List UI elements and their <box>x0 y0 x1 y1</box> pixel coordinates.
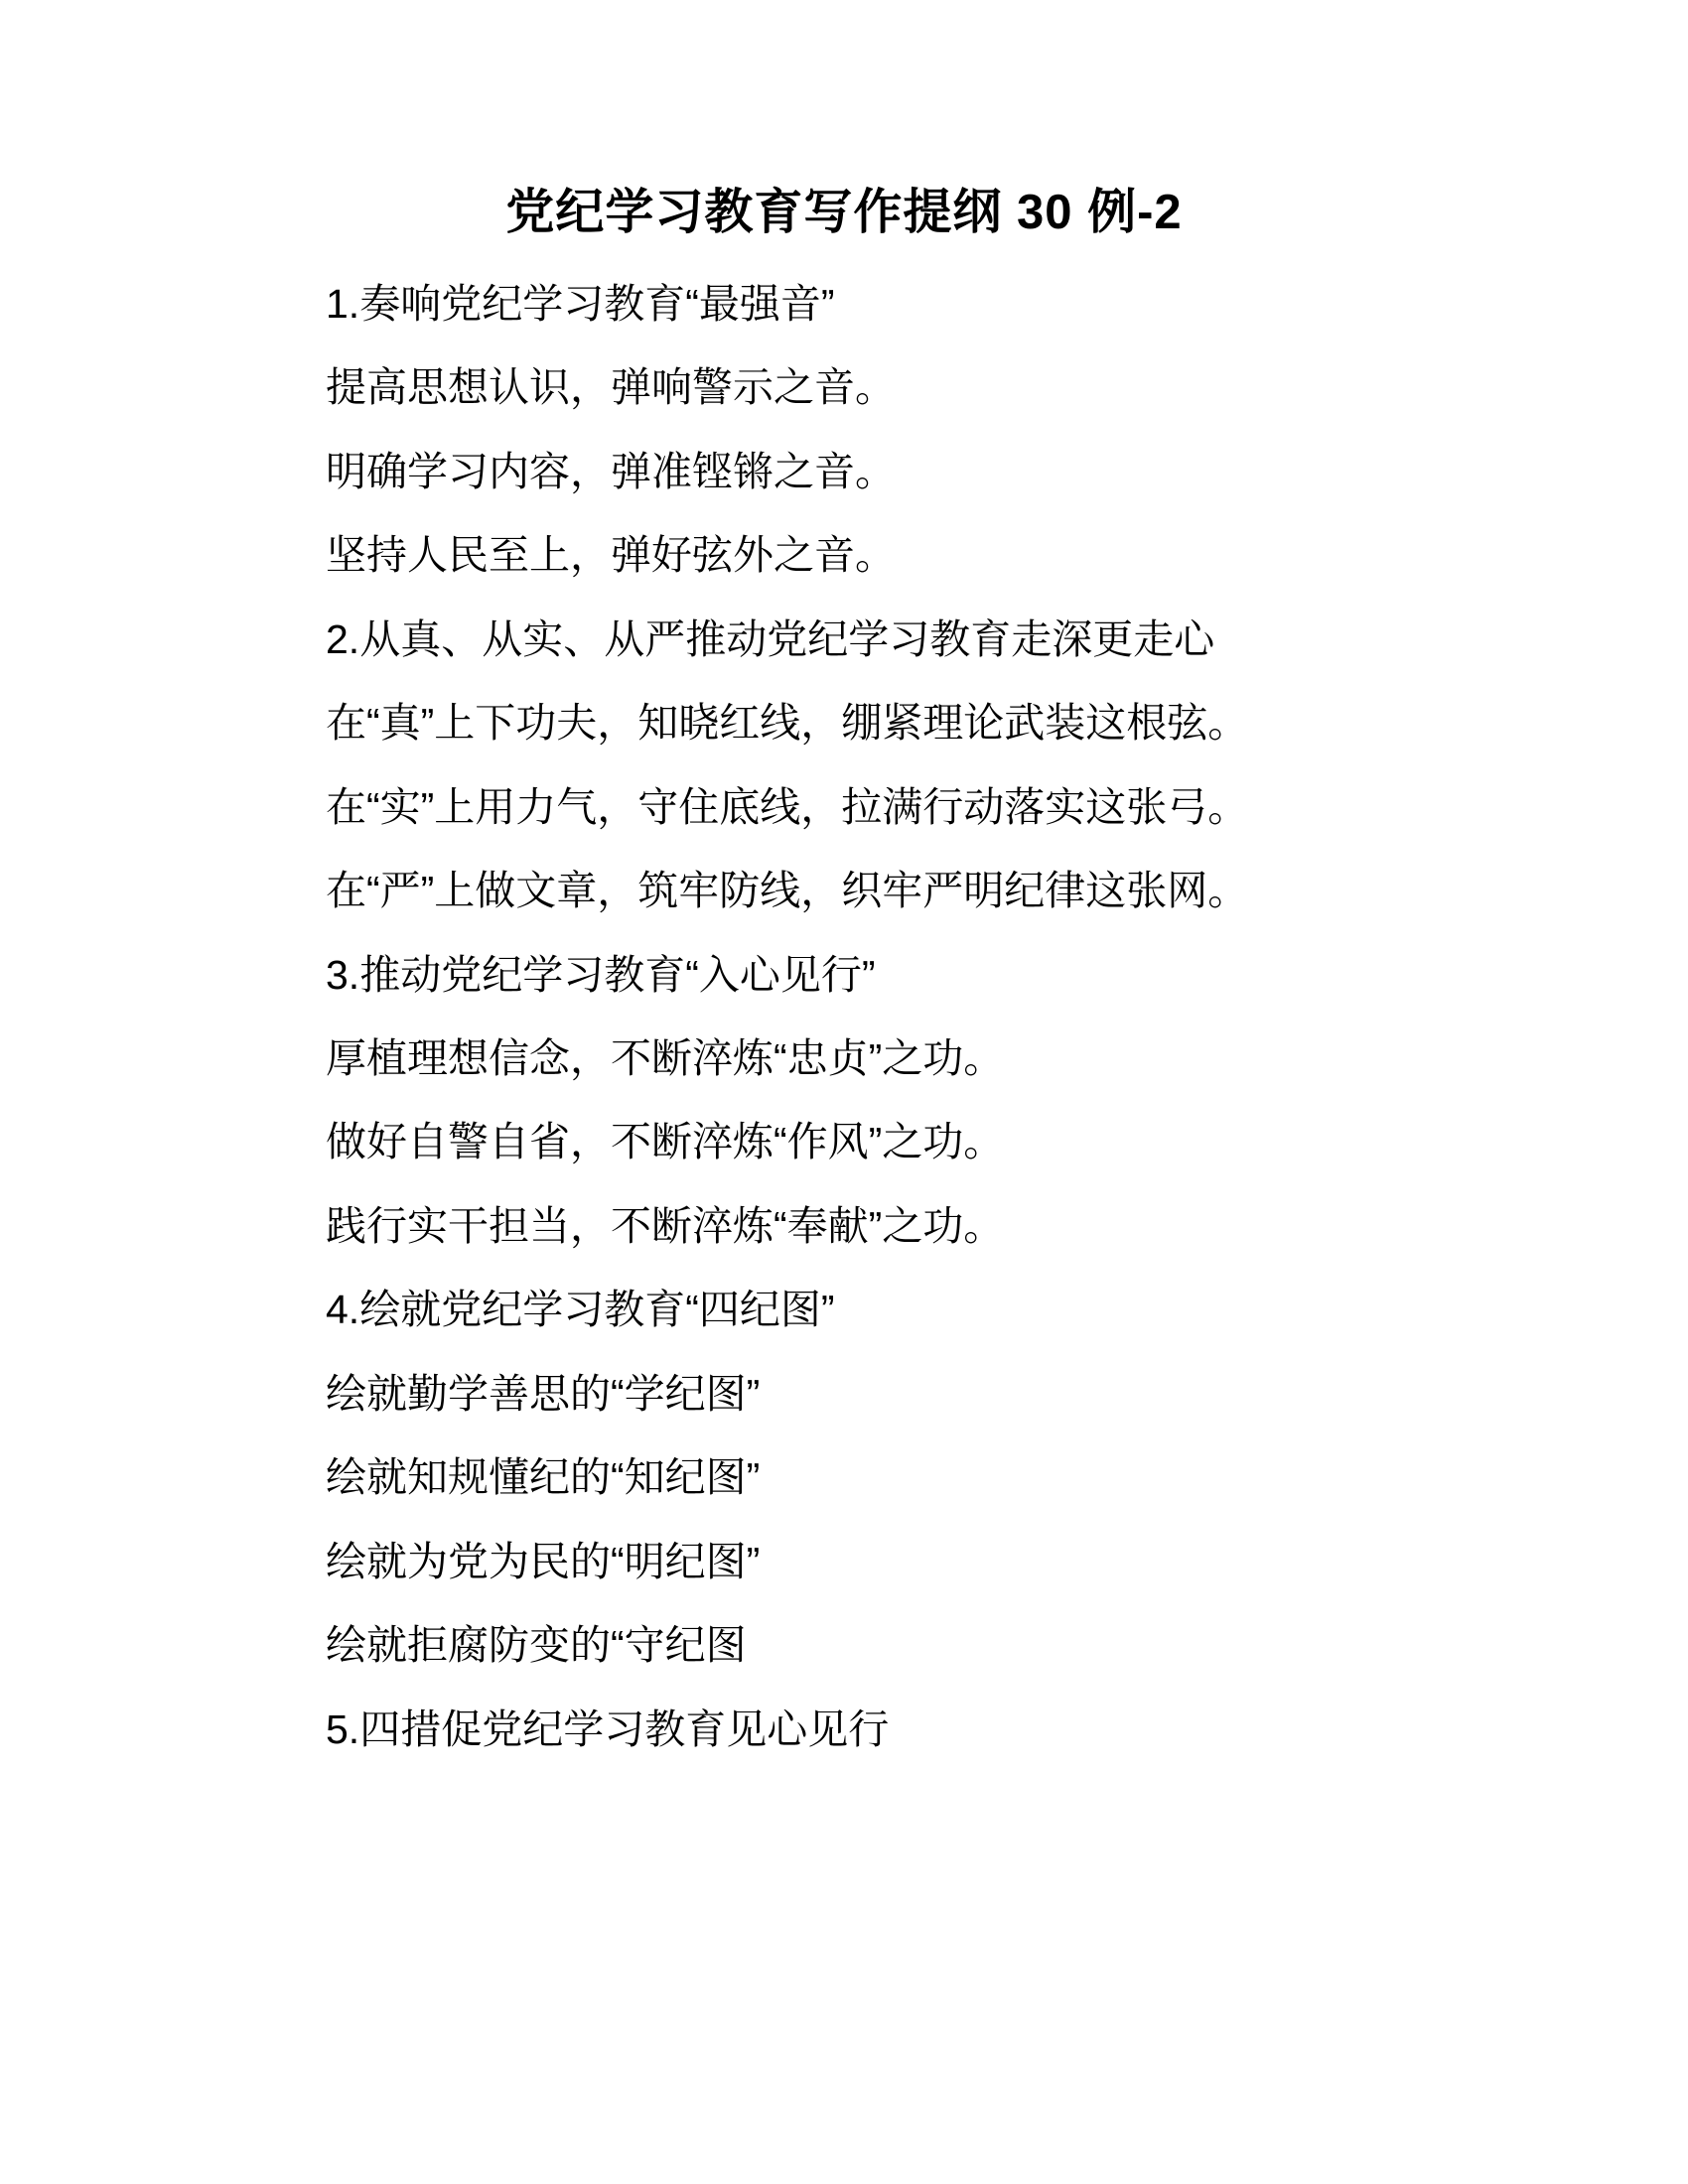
outline-line-17: 绘就拒腐防变的“守纪图 <box>326 1622 747 1669</box>
document-body <box>0 242 1688 1755</box>
outline-line-10: 厚植理想信念，不断淬炼“忠贞”之功。 <box>326 1035 1005 1082</box>
outline-line-6: 在“真”上下功夫，知晓红线，绷紧理论武装这根弦。 <box>326 700 1249 747</box>
outline-line-13: 4.绘就党纪学习教育“四纪图” <box>326 1287 835 1333</box>
outline-line-8: 在“严”上做文章，筑牢防线，织牢严明纪律这张网。 <box>326 868 1249 914</box>
outline-line-1: 1.奏响党纪学习教育“最强音” <box>326 280 835 327</box>
outline-line-3: 明确学习内容，弹准铿锵之音。 <box>326 448 896 494</box>
outline-line-4: 坚持人民至上，弹好弦外之音。 <box>326 532 896 579</box>
outline-line-18: 5.四措促党纪学习教育见心见行 <box>326 1706 890 1752</box>
outline-line-12: 践行实干担当，不断淬炼“奉献”之功。 <box>326 1202 1005 1249</box>
outline-line-15: 绘就知规懂纪的“知纪图” <box>326 1454 761 1501</box>
outline-line-11: 做好自警自省，不断淬炼“作风”之功。 <box>326 1119 1005 1165</box>
outline-line-9: 3.推动党纪学习教育“入心见行” <box>326 951 876 998</box>
outline-line-2: 提高思想认识，弹响警示之音。 <box>326 364 896 411</box>
outline-line-14: 绘就勤学善思的“学纪图” <box>326 1370 761 1417</box>
outline-line-7: 在“实”上用力气，守住底线，拉满行动落实这张弓。 <box>326 783 1249 830</box>
outline-line-16: 绘就为党为民的“明纪图” <box>326 1538 761 1584</box>
page-title: 党纪学习教育写作提纲 30 例-2 <box>505 186 1183 239</box>
outline-line-5: 2.从真、从实、从严推动党纪学习教育走深更走心 <box>326 615 1215 662</box>
